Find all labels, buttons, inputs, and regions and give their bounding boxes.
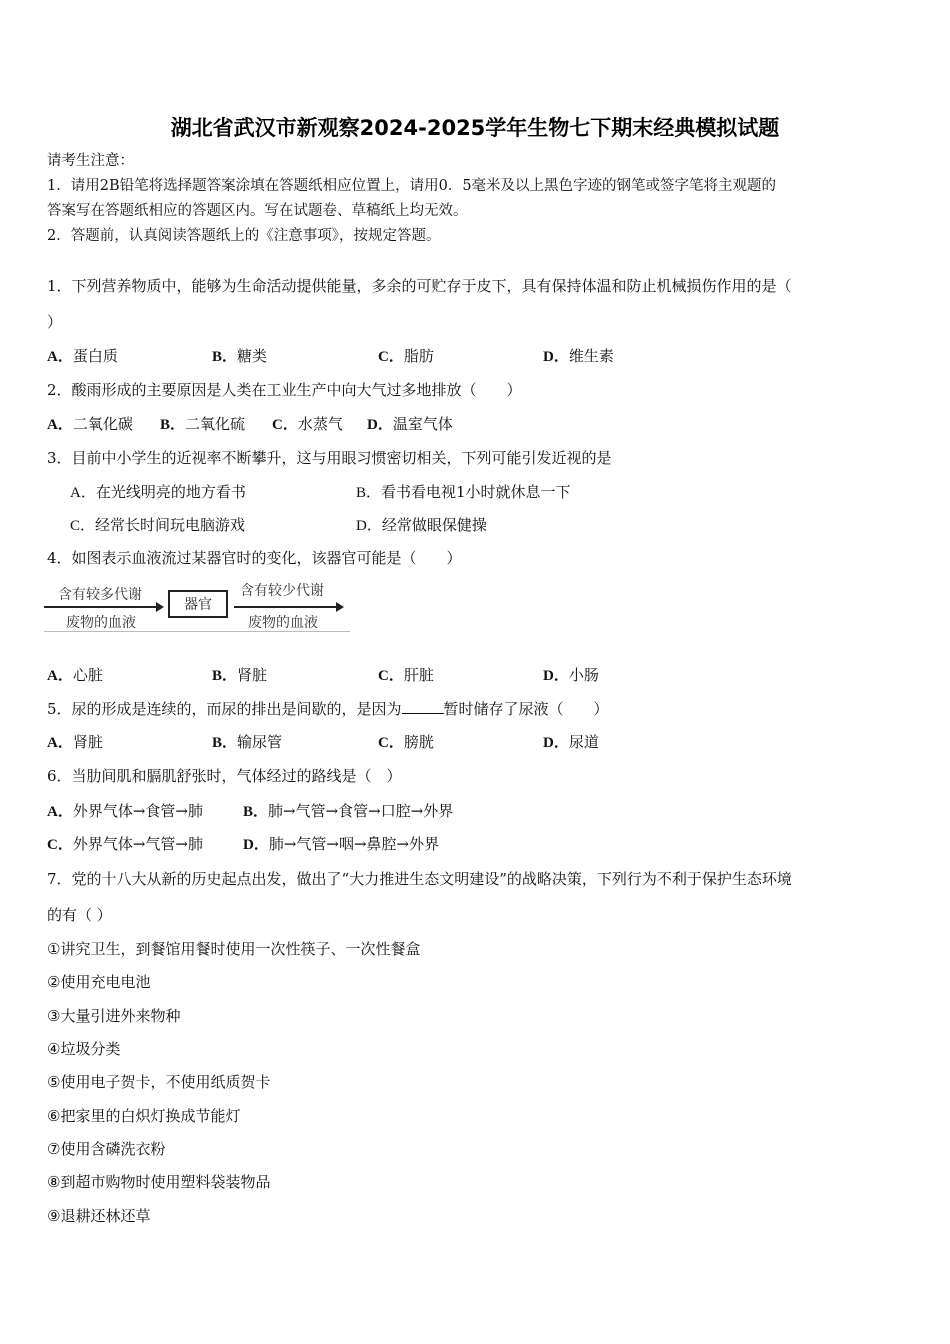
question-1-stem: 1．下列营养物质中，能够为生命活动提供能量，多余的可贮存于皮下，具有保持体温和防止机械损伤作用的是（	[47, 277, 792, 295]
question-5-stem: 5．尿的形成是连续的，而尿的排出是间歇的，是因为 暂时储存了尿液（ ）	[47, 700, 609, 718]
question-7-item-5: ⑤使用电子贺卡，不使用纸质贺卡	[47, 1073, 271, 1091]
question-2-option-a: A．二氧化碳	[47, 415, 133, 433]
diagram-left-top-label: 含有较多代谢	[58, 587, 142, 603]
question-4-option-c: C．肝脏	[378, 666, 434, 684]
question-2-option-b: B．二氧化硫	[160, 415, 246, 433]
question-3-option-d: D．经常做眼保健操	[356, 516, 487, 534]
question-2-option-d: D．温室气体	[367, 415, 453, 433]
question-7-item-1: ①讲究卫生，到餐馆用餐时使用一次性筷子、一次性餐盒	[47, 940, 421, 958]
question-3-option-a: A．在光线明亮的地方看书	[70, 483, 246, 501]
question-6-option-c: C．外界气体→气管→肺	[47, 835, 203, 853]
question-7-item-6: ⑥把家里的白炽灯换成节能灯	[47, 1107, 241, 1125]
question-4-option-a: A．心脏	[47, 666, 103, 684]
question-5-option-a: A．肾脏	[47, 733, 103, 751]
question-5-option-d: D．尿道	[543, 733, 599, 751]
question-1-option-d: D．维生素	[543, 347, 614, 365]
question-7-stem: 7．党的十八大从新的历史起点出发，做出了“大力推进生态文明建设”的战略决策，下列行为不利于保护生态环境	[47, 870, 792, 888]
arrow-in-icon	[44, 606, 162, 608]
question-4-stem: 4．如图表示血液流过某器官时的变化，该器官可能是（ ）	[47, 549, 462, 567]
question-5-option-c: C．膀胱	[378, 733, 434, 751]
diagram-left-bottom-label: 废物的血液	[66, 615, 136, 631]
question-7-item-9: ⑨退耕还林还草	[47, 1207, 151, 1225]
question-1-option-a: A．蛋白质	[47, 347, 118, 365]
question-2-stem: 2．酸雨形成的主要原因是人类在工业生产中向大气过多地排放（ ）	[47, 381, 522, 399]
question-1-option-c: C．脂肪	[378, 347, 434, 365]
question-5-option-b: B．输尿管	[212, 733, 283, 751]
question-7-item-8: ⑧到超市购物时使用塑料袋装物品	[47, 1173, 271, 1191]
question-7-item-4: ④垃圾分类	[47, 1040, 121, 1058]
question-3-stem: 3．目前中小学生的近视率不断攀升，这与用眼习惯密切相关，下列可能引发近视的是	[47, 449, 612, 467]
question-3-option-c: C．经常长时间玩电脑游戏	[70, 516, 246, 534]
question-6-stem: 6．当肋间肌和膈肌舒张时，气体经过的路线是（ ）	[47, 767, 402, 785]
question-3-option-b: B．看书看电视1小时就休息一下	[356, 483, 571, 501]
question-4-option-d: D．小肠	[543, 666, 599, 684]
question-6-option-a: A．外界气体→食管→肺	[47, 802, 203, 820]
notice-item-1-line-1: 1．请用2B铅笔将选择题答案涂填在答题纸相应位置上，请用0．5毫米及以上黑色字迹的钢笔或签字笔将主观题的	[47, 178, 777, 194]
question-4-option-b: B．肾脏	[212, 666, 268, 684]
question-7-item-2: ②使用充电电池	[47, 973, 151, 991]
answer-blank	[402, 699, 444, 714]
question-6-option-d: D．肺→气管→咽→鼻腔→外界	[243, 835, 440, 853]
diagram-divider	[44, 631, 350, 632]
diagram-right-top-label: 含有较少代谢	[240, 583, 324, 599]
notice-item-2: 2．答题前，认真阅读答题纸上的《注意事项》，按规定答题。	[47, 228, 441, 244]
question-6-option-b: B．肺→气管→食管→口腔→外界	[243, 802, 454, 820]
organ-box: 器官	[168, 590, 228, 618]
arrow-out-icon	[234, 606, 342, 608]
notice-item-1-line-2: 答案写在答题纸相应的答题区内。写在试题卷、草稿纸上均无效。	[47, 203, 468, 219]
diagram-right-bottom-label: 废物的血液	[248, 615, 318, 631]
page-title: 湖北省武汉市新观察2024-2025学年生物七下期末经典模拟试题	[170, 116, 780, 140]
notice-heading: 请考生注意：	[47, 153, 134, 169]
question-7-item-3: ③大量引进外来物种	[47, 1007, 181, 1025]
blood-flow-diagram	[44, 578, 352, 634]
question-2-option-c: C．水蒸气	[272, 415, 343, 433]
question-1-stem-cont: ）	[47, 313, 63, 331]
question-7-item-7: ⑦使用含磷洗衣粉	[47, 1140, 166, 1158]
question-7-stem-cont: 的有（ ）	[47, 906, 112, 924]
question-1-option-b: B．糖类	[212, 347, 268, 365]
